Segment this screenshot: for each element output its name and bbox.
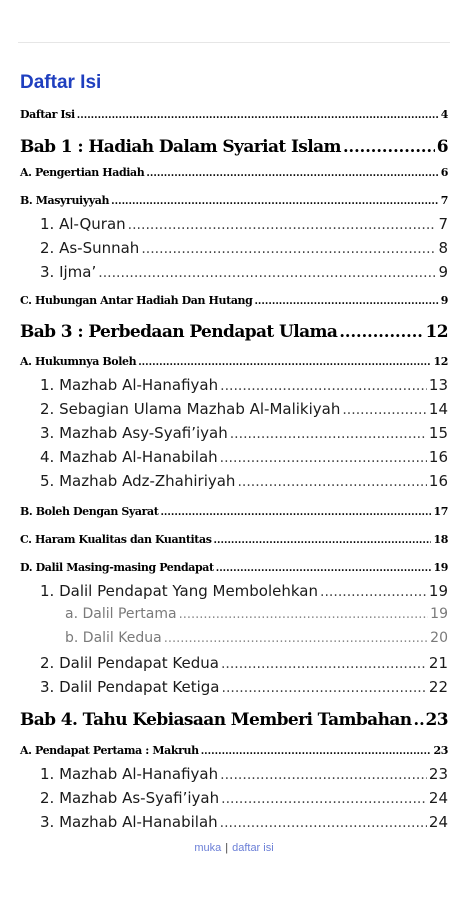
dot-leader bbox=[220, 767, 427, 783]
dot-leader bbox=[138, 357, 431, 368]
dot-leader bbox=[414, 710, 424, 729]
toc-entry-page: 21 bbox=[428, 654, 448, 672]
dot-leader bbox=[222, 680, 427, 696]
toc-entry-page: 16 bbox=[428, 472, 448, 490]
dot-leader bbox=[111, 196, 439, 207]
toc-entry[interactable] bbox=[20, 194, 448, 207]
toc-entry-label: a. Dalil Pertama bbox=[65, 606, 177, 622]
dot-leader bbox=[141, 241, 436, 257]
toc-entry-page: 13 bbox=[428, 376, 448, 394]
toc-entry-label: Bab 4. Tahu Kebiasaan Memberi Tambahan bbox=[20, 710, 412, 730]
dot-leader bbox=[343, 137, 435, 156]
toc-entry[interactable] bbox=[20, 710, 448, 730]
toc-entry-label: C. Hubungan Antar Hadiah Dan Hutang bbox=[20, 294, 253, 307]
toc-entry-page: 23 bbox=[425, 710, 448, 730]
toc-entry-page: 6 bbox=[436, 137, 448, 157]
toc-entry-page: 24 bbox=[428, 789, 448, 807]
toc-entry[interactable] bbox=[40, 789, 448, 807]
toc-entry[interactable] bbox=[40, 400, 448, 418]
dot-leader bbox=[221, 656, 427, 672]
toc-entry-page: 12 bbox=[425, 322, 448, 342]
toc-entry-page: 19 bbox=[430, 606, 448, 622]
toc-entry[interactable] bbox=[40, 215, 448, 233]
toc-entry-label: 4. Mazhab Al-Hanabilah bbox=[40, 448, 218, 466]
toc-entry[interactable] bbox=[40, 376, 448, 394]
toc-entry-label: A. Hukumnya Boleh bbox=[20, 355, 137, 368]
dot-leader bbox=[164, 631, 428, 646]
toc-entry-label: B. Masyruiyyah bbox=[20, 194, 110, 207]
toc-entry-label: Bab 1 : Hadiah Dalam Syariat Islam bbox=[20, 137, 341, 157]
toc-entry-page: 8 bbox=[438, 239, 448, 257]
toc-entry-page: 23 bbox=[433, 744, 448, 757]
home-link[interactable]: muka bbox=[194, 842, 222, 854]
dot-leader bbox=[146, 168, 438, 179]
toc-entry-page: 24 bbox=[428, 813, 448, 831]
toc-entry-label: 3. Ijma’ bbox=[40, 263, 97, 281]
toc-entry[interactable] bbox=[40, 654, 448, 672]
toc-entry-page: 19 bbox=[433, 561, 448, 574]
toc-entry-label: 5. Mazhab Adz-Zhahiriyah bbox=[40, 472, 236, 490]
page-title: Daftar Isi bbox=[20, 72, 102, 93]
toc-entry-label: D. Dalil Masing-masing Pendapat bbox=[20, 561, 214, 574]
toc-entry[interactable] bbox=[20, 166, 448, 179]
toc-entry[interactable] bbox=[20, 505, 448, 518]
toc-entry-page: 6 bbox=[440, 166, 448, 179]
top-divider bbox=[18, 42, 450, 43]
toc-entry-label: 1. Mazhab Al-Hanafiyah bbox=[40, 765, 219, 783]
footer-nav bbox=[0, 842, 468, 854]
dot-leader bbox=[221, 791, 427, 807]
dot-leader bbox=[214, 535, 432, 546]
toc-entry-label: b. Dalil Kedua bbox=[65, 630, 162, 646]
toc-entry[interactable] bbox=[20, 322, 448, 342]
dot-leader bbox=[160, 507, 431, 518]
toc-entry-label: A. Pengertian Hadiah bbox=[20, 166, 145, 179]
toc-entry-label: 3. Mazhab Al-Hanabilah bbox=[40, 813, 218, 831]
toc-entry-label: Bab 3 : Perbedaan Pendapat Ulama bbox=[20, 322, 338, 342]
dot-leader bbox=[77, 110, 439, 121]
toc-entry-label: 2. As-Sunnah bbox=[40, 239, 140, 257]
dot-leader bbox=[230, 426, 427, 442]
toc-entry-label: 1. Mazhab Al-Hanafiyah bbox=[40, 376, 219, 394]
dot-leader bbox=[128, 217, 437, 233]
toc-entry-page: 12 bbox=[433, 355, 448, 368]
toc-entry-label: 3. Dalil Pendapat Ketiga bbox=[40, 678, 220, 696]
dot-leader bbox=[220, 378, 427, 394]
toc-entry-page: 9 bbox=[438, 263, 448, 281]
toc-entry-label: C. Haram Kualitas dan Kuantitas bbox=[20, 533, 212, 546]
toc-entry-label: 2. Dalil Pendapat Kedua bbox=[40, 654, 219, 672]
toc-entry-label: 2. Mazhab As-Syafi’iyah bbox=[40, 789, 220, 807]
toc-entry[interactable] bbox=[40, 448, 448, 466]
dot-leader bbox=[254, 296, 438, 307]
toc-entry[interactable] bbox=[65, 630, 448, 646]
dot-leader bbox=[220, 450, 427, 466]
toc-entry[interactable] bbox=[20, 108, 448, 121]
toc-entry[interactable] bbox=[40, 239, 448, 257]
toc-link[interactable]: daftar isi bbox=[232, 842, 274, 854]
dot-leader bbox=[220, 815, 427, 831]
toc-entry-label: 2. Sebagian Ulama Mazhab Al-Malikiyah bbox=[40, 400, 341, 418]
toc-entry[interactable] bbox=[20, 533, 448, 546]
toc-entry[interactable] bbox=[40, 263, 448, 281]
dot-leader bbox=[320, 584, 427, 600]
toc-entry[interactable] bbox=[20, 744, 448, 757]
dot-leader bbox=[342, 402, 427, 418]
toc-entry[interactable] bbox=[40, 582, 448, 600]
dot-leader bbox=[98, 265, 436, 281]
toc-entry-label: A. Pendapat Pertama : Makruh bbox=[20, 744, 199, 757]
toc-entry[interactable] bbox=[40, 813, 448, 831]
toc-entry[interactable] bbox=[20, 561, 448, 574]
toc-entry-page: 9 bbox=[440, 294, 448, 307]
toc-entry[interactable] bbox=[40, 424, 448, 442]
toc-entry-page: 4 bbox=[440, 108, 448, 121]
dot-leader bbox=[216, 563, 432, 574]
toc-entry[interactable] bbox=[40, 678, 448, 696]
toc-entry-page: 23 bbox=[428, 765, 448, 783]
toc-entry-page: 20 bbox=[430, 630, 448, 646]
toc-entry-label: 1. Al-Quran bbox=[40, 215, 126, 233]
toc-entry[interactable] bbox=[20, 137, 448, 157]
toc-entry-page: 19 bbox=[428, 582, 448, 600]
toc-entry-page: 7 bbox=[440, 194, 448, 207]
toc-entry-page: 17 bbox=[433, 505, 448, 518]
dot-leader bbox=[179, 607, 429, 622]
toc-entry-label: 3. Mazhab Asy-Syafi’iyah bbox=[40, 424, 228, 442]
toc-entry-page: 22 bbox=[428, 678, 448, 696]
toc-entry-label: B. Boleh Dengan Syarat bbox=[20, 505, 159, 518]
toc-entry-page: 15 bbox=[428, 424, 448, 442]
toc-entry-label: 1. Dalil Pendapat Yang Membolehkan bbox=[40, 582, 319, 600]
toc-entry[interactable] bbox=[65, 606, 448, 622]
toc-entry-page: 14 bbox=[428, 400, 448, 418]
footer-separator: | bbox=[225, 842, 229, 854]
toc-entry-label: Daftar Isi bbox=[20, 108, 75, 121]
dot-leader bbox=[201, 746, 432, 757]
toc-entry[interactable] bbox=[40, 472, 448, 490]
toc-entry[interactable] bbox=[20, 355, 448, 368]
dot-leader bbox=[339, 322, 423, 341]
toc-entry-page: 18 bbox=[433, 533, 448, 546]
toc-entry-page: 16 bbox=[428, 448, 448, 466]
dot-leader bbox=[237, 474, 426, 490]
toc-entry[interactable] bbox=[20, 294, 448, 307]
toc-entry-page: 7 bbox=[438, 215, 448, 233]
toc-entry[interactable] bbox=[40, 765, 448, 783]
